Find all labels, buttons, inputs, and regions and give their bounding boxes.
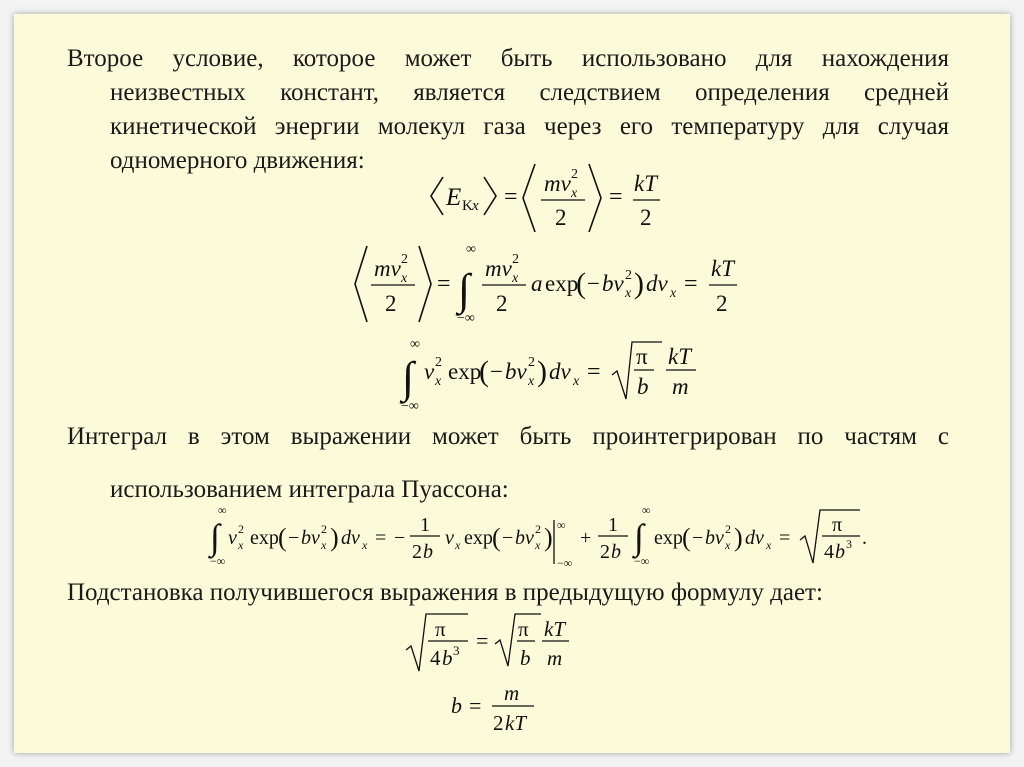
svg-text:m: m bbox=[672, 374, 689, 399]
svg-text:x: x bbox=[362, 538, 368, 552]
svg-text:x: x bbox=[455, 538, 461, 552]
svg-text:−: − bbox=[288, 527, 300, 549]
svg-text:E: E bbox=[446, 184, 462, 211]
svg-text:2: 2 bbox=[600, 541, 610, 563]
svg-text:−∞: −∞ bbox=[401, 399, 419, 414]
svg-text:exp: exp bbox=[448, 359, 482, 384]
svg-text:b: b bbox=[637, 374, 649, 399]
svg-text:b: b bbox=[423, 541, 433, 563]
equation-b-value bbox=[14, 14, 1010, 753]
svg-text:kT: kT bbox=[544, 617, 565, 641]
svg-text:4: 4 bbox=[824, 541, 834, 563]
paragraph-2-line-1: Интеграл в этом выражении может быть проинтегрирован по частям с bbox=[67, 423, 949, 450]
svg-text:x: x bbox=[472, 198, 479, 214]
svg-text:=: = bbox=[437, 271, 451, 297]
svg-text:=: = bbox=[587, 359, 601, 385]
svg-text:2: 2 bbox=[640, 205, 652, 230]
svg-text:x: x bbox=[528, 374, 535, 389]
paragraph-2-line-2: использованием интеграла Пуассона: bbox=[110, 476, 509, 503]
svg-text:b: b bbox=[520, 646, 531, 670]
svg-text:−: − bbox=[490, 359, 503, 384]
svg-text:x: x bbox=[401, 271, 408, 286]
svg-text:K: K bbox=[462, 198, 473, 214]
svg-text:1: 1 bbox=[420, 514, 430, 536]
svg-text:x: x bbox=[670, 286, 677, 301]
svg-text:x: x bbox=[625, 286, 632, 301]
svg-text:3: 3 bbox=[846, 537, 852, 551]
svg-text:−∞: −∞ bbox=[557, 556, 573, 570]
svg-text:kT: kT bbox=[634, 171, 657, 196]
svg-text:2: 2 bbox=[725, 522, 731, 536]
svg-text:x: x bbox=[766, 538, 772, 552]
svg-text:2: 2 bbox=[385, 291, 397, 316]
svg-text:(: ( bbox=[492, 523, 501, 552]
svg-text:b: b bbox=[442, 646, 453, 670]
svg-text:dv: dv bbox=[341, 527, 360, 549]
svg-text:exp: exp bbox=[545, 271, 579, 296]
svg-text:−∞: −∞ bbox=[457, 311, 475, 326]
svg-text:=: = bbox=[476, 628, 489, 653]
svg-text:∞: ∞ bbox=[642, 503, 651, 517]
svg-text:(: ( bbox=[278, 523, 287, 552]
svg-text:∞: ∞ bbox=[557, 518, 566, 532]
svg-text:kT: kT bbox=[711, 256, 734, 281]
svg-text:2: 2 bbox=[555, 205, 567, 230]
svg-text:): ) bbox=[537, 355, 547, 388]
svg-text:x: x bbox=[725, 538, 731, 552]
svg-text:): ) bbox=[634, 267, 644, 300]
svg-text:m: m bbox=[547, 646, 563, 670]
svg-text:4: 4 bbox=[430, 646, 441, 670]
svg-text:v: v bbox=[424, 359, 435, 384]
svg-text:b: b bbox=[451, 693, 462, 718]
paragraph-1-line-4: одномерного движения: bbox=[110, 147, 365, 174]
svg-text:v: v bbox=[228, 527, 237, 549]
svg-text:=: = bbox=[609, 184, 623, 210]
svg-text:2: 2 bbox=[401, 252, 408, 267]
paragraph-1-line-3: кинетической энергии молекул газа через его температуру для случая bbox=[110, 113, 949, 140]
svg-text:mv: mv bbox=[374, 256, 401, 281]
svg-text:−∞: −∞ bbox=[210, 554, 226, 568]
svg-text:kT: kT bbox=[505, 711, 526, 735]
svg-text:v: v bbox=[445, 527, 454, 549]
svg-text:∫: ∫ bbox=[402, 353, 415, 402]
svg-text:.: . bbox=[862, 527, 867, 549]
svg-text:=: = bbox=[504, 184, 518, 210]
svg-text:x: x bbox=[512, 271, 519, 286]
svg-text:2: 2 bbox=[535, 522, 541, 536]
paragraph-1-line-2: неизвестных констант, является следствием определения средней bbox=[110, 79, 949, 106]
svg-text:∞: ∞ bbox=[218, 503, 227, 517]
svg-text:b: b bbox=[835, 541, 845, 563]
svg-text:2: 2 bbox=[528, 355, 535, 370]
svg-text:x: x bbox=[435, 374, 442, 389]
svg-text:dv: dv bbox=[745, 527, 764, 549]
svg-text:x: x bbox=[571, 186, 578, 201]
svg-text:2: 2 bbox=[238, 522, 244, 536]
svg-text:2: 2 bbox=[493, 711, 504, 735]
svg-text:bv: bv bbox=[301, 527, 320, 549]
svg-text:x: x bbox=[535, 538, 541, 552]
svg-text:=: = bbox=[375, 527, 387, 549]
slide bbox=[14, 14, 1010, 753]
svg-text:bv: bv bbox=[515, 527, 534, 549]
svg-text:2: 2 bbox=[496, 291, 508, 316]
svg-text:2: 2 bbox=[625, 268, 632, 283]
svg-text:2: 2 bbox=[412, 541, 422, 563]
svg-text:): ) bbox=[544, 523, 553, 552]
svg-text:bv: bv bbox=[705, 527, 724, 549]
svg-text:∫: ∫ bbox=[634, 517, 644, 557]
paragraph-1-line-1: Второе условие, которое может быть использовано для нахождения bbox=[67, 45, 949, 72]
svg-text:1: 1 bbox=[608, 514, 618, 536]
svg-text:=: = bbox=[469, 693, 482, 718]
svg-text:(: ( bbox=[576, 267, 586, 300]
svg-text:exp: exp bbox=[250, 527, 279, 549]
svg-text:π: π bbox=[832, 514, 843, 536]
svg-text:2: 2 bbox=[512, 252, 519, 267]
svg-text:−∞: −∞ bbox=[634, 554, 650, 568]
svg-text:dv: dv bbox=[549, 359, 571, 384]
svg-text:(: ( bbox=[682, 523, 691, 552]
svg-text:∫: ∫ bbox=[458, 265, 471, 314]
svg-text:): ) bbox=[330, 523, 339, 552]
svg-text:x: x bbox=[573, 374, 580, 389]
svg-text:−: − bbox=[394, 527, 406, 549]
svg-text:=: = bbox=[684, 271, 698, 297]
svg-text:bv: bv bbox=[505, 359, 527, 384]
svg-text:π: π bbox=[435, 617, 446, 641]
svg-text:−: − bbox=[692, 527, 704, 549]
svg-text:mv: mv bbox=[485, 256, 512, 281]
svg-text:∫: ∫ bbox=[210, 517, 220, 557]
svg-text:(: ( bbox=[479, 355, 489, 388]
svg-text:x: x bbox=[321, 538, 327, 552]
svg-text:−: − bbox=[587, 271, 600, 296]
svg-text:π: π bbox=[636, 344, 648, 369]
svg-text:2: 2 bbox=[435, 355, 442, 370]
svg-text:−: − bbox=[502, 527, 514, 549]
svg-text:dv: dv bbox=[646, 271, 668, 296]
paragraph-3-line-1: Подстановка получившегося выражения в предыдущую формулу дает: bbox=[67, 579, 823, 606]
svg-text:2: 2 bbox=[321, 522, 327, 536]
svg-text:kT: kT bbox=[668, 344, 691, 369]
svg-text:2: 2 bbox=[716, 291, 728, 316]
svg-text:exp: exp bbox=[654, 527, 683, 549]
svg-text:+: + bbox=[580, 527, 592, 549]
svg-text:3: 3 bbox=[453, 643, 460, 658]
svg-text:bv: bv bbox=[602, 271, 624, 296]
svg-text:m: m bbox=[504, 681, 520, 705]
svg-text:2: 2 bbox=[571, 167, 578, 182]
svg-text:a: a bbox=[531, 271, 543, 296]
svg-text:mv: mv bbox=[544, 171, 571, 196]
svg-text:∞: ∞ bbox=[466, 242, 476, 257]
svg-text:π: π bbox=[518, 617, 529, 641]
svg-text:∞: ∞ bbox=[410, 337, 420, 352]
svg-text:exp: exp bbox=[464, 527, 493, 549]
svg-text:b: b bbox=[611, 541, 621, 563]
svg-text:=: = bbox=[779, 527, 791, 549]
svg-text:x: x bbox=[238, 538, 244, 552]
svg-text:): ) bbox=[734, 523, 743, 552]
